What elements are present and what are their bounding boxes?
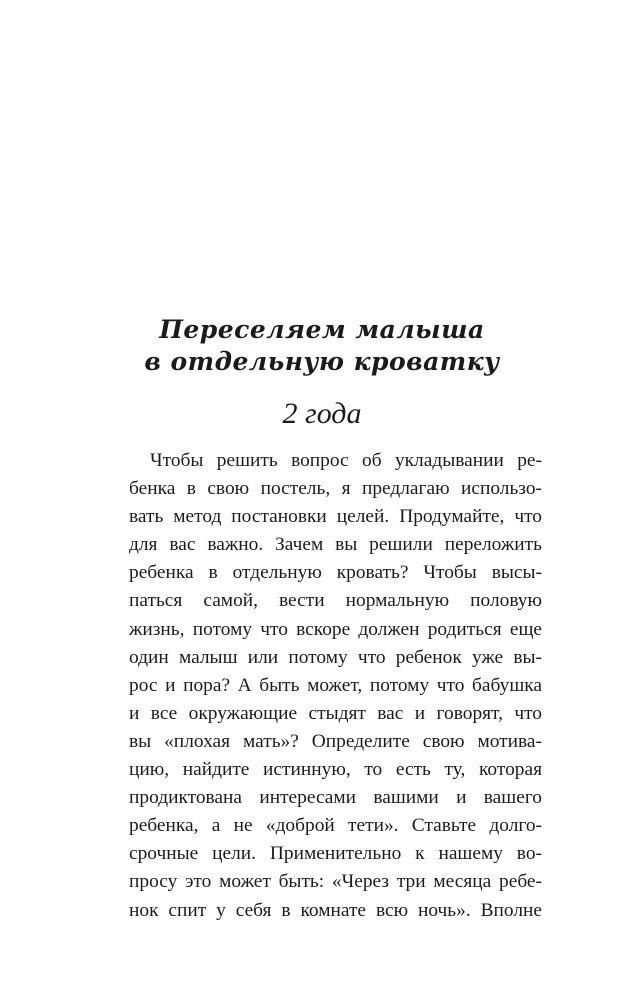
body-line: один малыш или потому что ребенок уже вы- xyxy=(129,646,542,668)
body-line: нок спит у себя в комнате всю ночь». Вполне xyxy=(129,899,542,921)
body-line: ребенка, а не «доброй тети». Ставьте долго- xyxy=(129,815,542,837)
body-line: и все окружающие стыдят вас и говорят, что xyxy=(129,702,542,724)
body-line: рос и пора? А быть может, потому что бабушка xyxy=(129,674,542,696)
body-line: цию, найдите истинную, то есть ту, которая xyxy=(129,759,542,781)
body-line: бенка в свою постель, я предлагаю использо- xyxy=(129,478,542,500)
body-paragraph xyxy=(129,447,542,925)
body-line: Чтобы решить вопрос об укладывании ре- xyxy=(150,450,542,471)
body-line: ребенка в отдельную кровать? Чтобы высы- xyxy=(129,562,542,584)
body-line: вы «плохая мать»? Определите свою мотива- xyxy=(129,730,542,752)
body-line: для вас важно. Зачем вы решили переложить xyxy=(129,534,542,556)
body-line: жизнь, потому что вскоре должен родиться еще xyxy=(129,618,542,640)
age-heading: 2 года xyxy=(282,397,362,430)
chapter-title-line-2: в отдельную кроватку xyxy=(144,347,500,376)
body-line: вать метод постановки целей. Продумайте, что xyxy=(129,506,542,528)
body-line: просу это может быть: «Через три месяца ребе- xyxy=(129,871,542,893)
body-line: продиктована интересами вашими и вашего xyxy=(129,787,542,809)
chapter-title-line-1: Переселяем малыша xyxy=(159,315,485,344)
body-line: паться самой, вести нормальную половую xyxy=(129,590,542,612)
body-line: срочные цели. Применительно к нашему во- xyxy=(129,843,542,865)
